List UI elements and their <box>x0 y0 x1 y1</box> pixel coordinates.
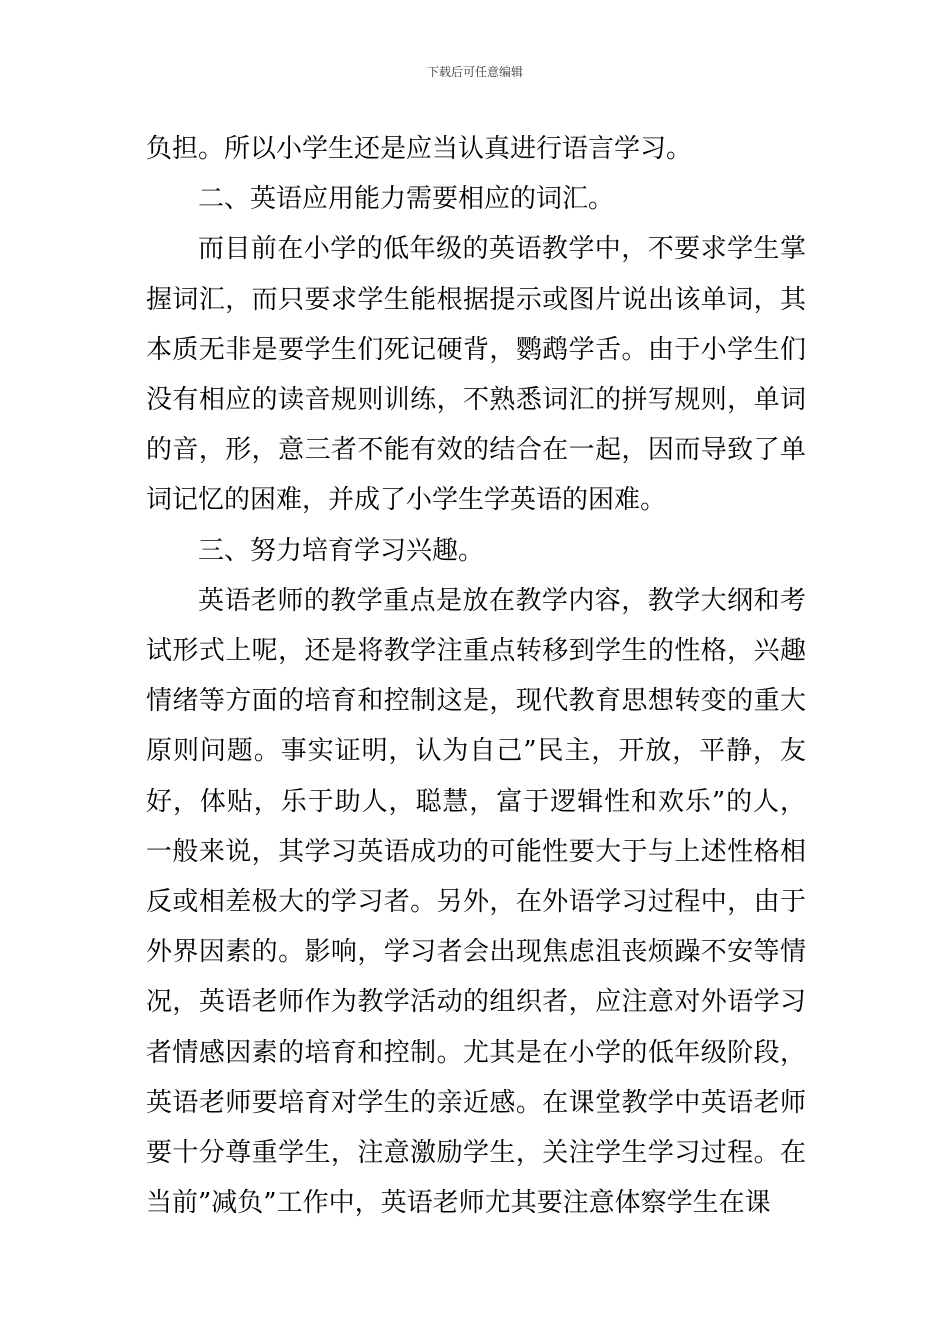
paragraph-vocabulary: 而目前在小学的低年级的英语教学中，不要求学生掌握词汇，而只要求学生能根据提示或图片说出该单词，其本质无非是要学生们死记硬背，鹦鹉学舌。由于小学生们没有相应的读音规则训练，不熟悉词汇的拼写规则，单词的音，形，意三者不能有效的结合在一起，因而导致了单词记忆的困难，并成了小学生学英语的困难。 <box>146 234 806 516</box>
document-body <box>146 124 806 1228</box>
page-header: 下载后可任意编辑 <box>426 65 523 79</box>
section-heading-3: 三、努力培育学习兴趣。 <box>198 535 485 566</box>
paragraph-interest: 英语老师的教学重点是放在教学内容，教学大纲和考试形式上呢，还是将教学注重点转移到学生的性格，兴趣情绪等方面的培育和控制这是，现代教育思想转变的重大原则问题。事实证明，认为自己”民主，开放，平静，友好，体贴，乐于助人，聪慧，富于逻辑性和欢乐”的人，一般来说，其学习英语成功的可能性要大于与上述性格相反或相差极大的学习者。另外，在外语学习过程中，由于外界因素的。影响，学习者会出现焦虑沮丧烦躁不安等情况，英语老师作为教学活动的组织者，应注意对外语学习者情感因素的培育和控制。尤其是在小学的低年级阶段，英语老师要培育对学生的亲近感。在课堂教学中英语老师要十分尊重学生，注意激励学生，关注学生学习过程。在当前”减负”工作中，英语老师尤其要注意体察学生在课 <box>146 585 806 1219</box>
paragraph-1: 负担。所以小学生还是应当认真进行语言学习。 <box>146 134 693 164</box>
section-heading-2: 二、英语应用能力需要相应的词汇。 <box>198 184 615 215</box>
